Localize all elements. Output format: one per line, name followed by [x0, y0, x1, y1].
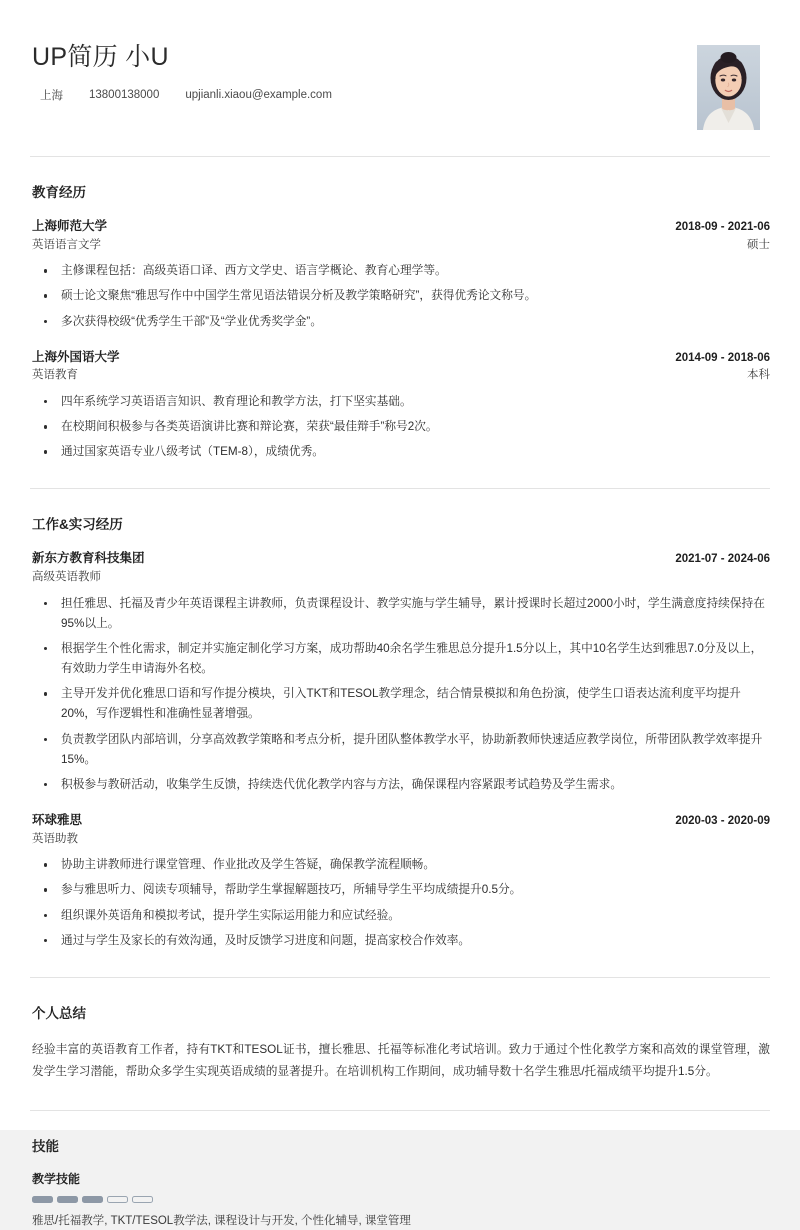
section-personal-summary: [30, 951, 770, 1084]
list-item: 硕士论文聚焦“雅思写作中中国学生常见语法错误分析及教学策略研究”，获得优秀论文称号。: [32, 286, 770, 306]
section-education: [30, 130, 770, 462]
skill-group: [30, 1170, 770, 1230]
education-entry: [30, 217, 770, 332]
list-item: 参与雅思听力、阅读专项辅导，帮助学生掌握解题技巧，所辅导学生平均成绩提升0.5分。: [32, 880, 770, 900]
spacer: [30, 951, 770, 977]
entry-date-range: 2014-09 - 2018-06: [675, 351, 770, 364]
work-entry: [30, 549, 770, 794]
list-item: 组织课外英语角和模拟考试，提升学生实际运用能力和应试经验。: [32, 906, 770, 926]
rating-segment-filled: [32, 1196, 53, 1203]
section-divider: [30, 1110, 770, 1111]
list-item: 主导开发并优化雅思口语和写作提分模块，引入TKT和TESOL教学理念，结合情景模拟和角色扮演，使学生口语表达流利度平均提升20%，写作逻辑性和准确性显著增强。: [32, 684, 770, 724]
section-divider: [30, 156, 770, 157]
avatar-portrait-icon: [697, 45, 760, 130]
entry-subhead: [32, 831, 770, 848]
skill-group-name: 教学技能: [32, 1171, 81, 1186]
contact-email: upjianli.xiaou@example.com: [185, 89, 332, 101]
spacer: [30, 462, 770, 488]
list-item: 四年系统学习英语语言知识、教育理论和教学方法，打下坚实基础。: [32, 392, 770, 412]
work-entry: [30, 811, 770, 951]
rating-segment-empty: [107, 1196, 128, 1203]
entry-date-range: 2018-09 - 2021-06: [675, 221, 770, 233]
list-item: 多次获得校级“优秀学生干部”及“学业优秀奖学金”。: [32, 312, 770, 332]
section-title-work: 工作&实习经历: [32, 517, 123, 533]
entry-head: [32, 217, 770, 236]
spacer: [30, 130, 770, 156]
rating-segment-filled: [82, 1196, 103, 1203]
entry-degree: 硕士: [747, 238, 770, 251]
entry-date-range: 2021-07 - 2024-06: [675, 553, 770, 566]
entry-head: [32, 549, 770, 568]
entry-subhead: [32, 367, 770, 384]
summary-paragraph: 经验丰富的英语教育工作者，持有TKT和TESOL证书，擅长雅思、托福等标准化考试培训。致力于通过个性化教学方案和高效的课堂管理，激发学生学习潜能，帮助众多学生实现英语成绩的显著提升。在培训机构工作期间，成功辅导数十名学生雅思/托福成绩平均提升1.5分。: [32, 1042, 770, 1079]
entry-job-title: 英语助教: [32, 832, 78, 845]
section-title-summary: 个人总结: [32, 1005, 86, 1021]
list-item: 根据学生个性化需求，制定并实施定制化学习方案，成功帮助40余名学生雅思总分提升1.5分以上，其中10名学生达到雅思7.0分及以上，有效助力学生申请海外名校。: [32, 639, 770, 679]
skill-detail-text: 雅思/托福教学, TKT/TESOL教学法, 课程设计与开发, 个性化辅导, 课堂管理: [32, 1214, 411, 1227]
section-skills: [30, 1084, 770, 1230]
entry-bullet-list: [32, 392, 770, 462]
contact-location: 上海: [40, 90, 63, 102]
entry-head: [32, 348, 770, 367]
entry-major: 英语教育: [32, 369, 78, 382]
page-title: UP简历 小U: [32, 43, 169, 71]
list-item: 通过国家英语专业八级考试（TEM-8），成绩优秀。: [32, 442, 770, 462]
entry-degree: 本科: [747, 369, 770, 382]
list-item: 通过与学生及家长的有效沟通，及时反馈学习进度和问题，提高家校合作效率。: [32, 931, 770, 951]
entry-subhead: [32, 569, 770, 586]
entry-subhead: [32, 237, 770, 254]
list-item: 担任雅思、托福及青少年英语课程主讲教师，负责课程设计、教学实施与学生辅导，累计授课时长超过2000小时，学生满意度持续保持在95%以上。: [32, 594, 770, 634]
entry-bullet-list: [32, 855, 770, 951]
entry-head: [32, 811, 770, 830]
skill-level-rating: [32, 1196, 770, 1203]
entry-bullet-list: [32, 594, 770, 795]
entry-date-range: 2020-03 - 2020-09: [675, 814, 770, 827]
section-title-skills: 技能: [32, 1138, 59, 1154]
resume-header: [30, 0, 770, 130]
entry-major: 英语语言文学: [32, 238, 101, 251]
education-entry: [30, 348, 770, 463]
section-divider: [30, 977, 770, 978]
entry-organization: 上海外国语大学: [32, 349, 120, 364]
rating-segment-empty: [132, 1196, 153, 1203]
spacer: [30, 1084, 770, 1110]
list-item: 主修课程包括：高级英语口译、西方文学史、语言学概论、教育心理学等。: [32, 261, 770, 281]
section-divider: [30, 488, 770, 489]
list-item: 协助主讲教师进行课堂管理、作业批改及学生答疑，确保教学流程顺畅。: [32, 855, 770, 875]
entry-bullet-list: [32, 261, 770, 331]
list-item: 积极参与教研活动，收集学生反馈，持续迭代优化教学内容与方法，确保课程内容紧跟考试趋势及学生需求。: [32, 775, 770, 795]
section-title-education: 教育经历: [32, 185, 86, 200]
contact-row: [32, 87, 697, 103]
entry-company: 新东方教育科技集团: [32, 551, 145, 566]
entry-organization: 上海师范大学: [32, 219, 108, 233]
entry-company: 环球雅思: [32, 812, 83, 827]
list-item: 负责教学团队内部培训，分享高效教学策略和考点分析，提升团队整体教学水平，协助新教师快速适应教学岗位，所带团队教学效率提升15%。: [32, 730, 770, 770]
entry-job-title: 高级英语教师: [32, 571, 101, 584]
avatar: [697, 45, 760, 130]
header-text-block: [30, 42, 697, 103]
contact-phone: 13800138000: [89, 89, 160, 101]
list-item: 在校期间积极参与各类英语演讲比赛和辩论赛，荣获“最佳辩手”称号2次。: [32, 417, 770, 437]
rating-segment-filled: [57, 1196, 78, 1203]
section-work-experience: [30, 462, 770, 950]
